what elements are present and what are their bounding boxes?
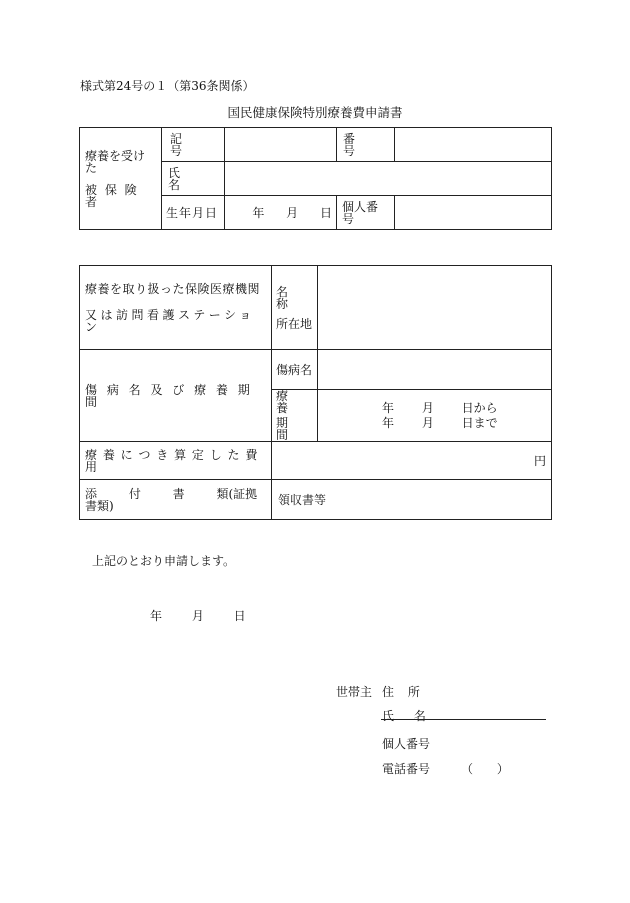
institution-name-address-label <box>272 266 318 350</box>
kojin-bango-label <box>337 196 395 230</box>
shimei-label <box>162 162 225 196</box>
illness-name-field[interactable] <box>318 350 552 390</box>
attachments-field[interactable] <box>272 480 552 520</box>
period-field[interactable] <box>318 390 552 442</box>
period-label <box>272 390 318 442</box>
insured-person-table <box>79 127 552 230</box>
application-date[interactable]: 年 月 日 <box>150 609 246 623</box>
kigo-label <box>162 128 225 162</box>
attachments-label-text: 添 付 書 類(証拠書類) <box>85 486 258 513</box>
cost-field[interactable] <box>272 442 552 480</box>
householder-name-underline[interactable] <box>381 719 546 720</box>
insured-person-label <box>80 128 162 230</box>
cost-unit: 円 <box>533 453 546 468</box>
illness-period-label-text: 傷 病 名 及 び 療 養 期 間 <box>85 382 251 409</box>
bango-label-text: 番 号 <box>343 131 356 158</box>
birthdate-value: 年 月 日 <box>252 205 332 220</box>
householder-name-label: 氏 名 <box>382 709 426 723</box>
institution-label <box>80 266 272 350</box>
illness-period-label <box>80 350 272 442</box>
householder-kojin-bango-label: 個人番号 <box>382 737 431 751</box>
form-number: 様式第24号の１（第36条関係） <box>80 79 255 93</box>
period-label-line2: 期 間 <box>276 416 289 442</box>
form-title: 国民健康保険特別療養費申請書 <box>227 105 403 120</box>
phone-parens[interactable]: （ ） <box>461 762 509 776</box>
name-label: 名 称 <box>276 284 289 311</box>
address-label: 所在地 <box>276 316 313 331</box>
illness-name-label <box>272 350 318 390</box>
birthdate-label-text: 生年月日 <box>166 205 219 220</box>
period-label-line1: 療 養 <box>276 389 289 415</box>
period-to: 年 月 日まで <box>382 416 498 430</box>
attachments-value: 領収書等 <box>278 492 327 507</box>
birthdate-field[interactable] <box>225 196 337 230</box>
kigo-label-text: 記 号 <box>170 131 183 158</box>
cost-label <box>80 442 272 480</box>
institution-field[interactable] <box>318 266 552 350</box>
attachments-label <box>80 480 272 520</box>
insured-label-line2: 被 保 険 者 <box>85 182 139 209</box>
treatment-table <box>79 265 552 520</box>
cost-label-text: 療 養 に つ き 算 定 し た 費 用 <box>85 447 259 474</box>
bango-label <box>337 128 395 162</box>
period-from: 年 月 日から <box>382 401 498 415</box>
institution-label-line2: 又は訪問看護ステーション <box>85 307 255 334</box>
illness-name-label-text: 傷病名 <box>276 362 313 377</box>
application-statement: 上記のとおり申請します。 <box>92 554 236 568</box>
institution-label-line1: 療養を取り扱った保険医療機関 <box>85 281 261 296</box>
kigo-field[interactable] <box>225 128 337 162</box>
householder-address-label: 住 所 <box>382 685 420 699</box>
shimei-label-text: 氏 名 <box>168 165 181 192</box>
householder-phone-label: 電話番号 <box>382 762 431 776</box>
householder-label: 世帯主 <box>336 685 373 699</box>
shimei-field[interactable] <box>225 162 552 196</box>
kojin-bango-label-text: 個人番号 <box>342 199 379 226</box>
kojin-bango-field[interactable] <box>395 196 552 230</box>
birthdate-label <box>162 196 225 230</box>
bango-field[interactable] <box>395 128 552 162</box>
insured-label-line1: 療養を受けた <box>85 148 146 175</box>
